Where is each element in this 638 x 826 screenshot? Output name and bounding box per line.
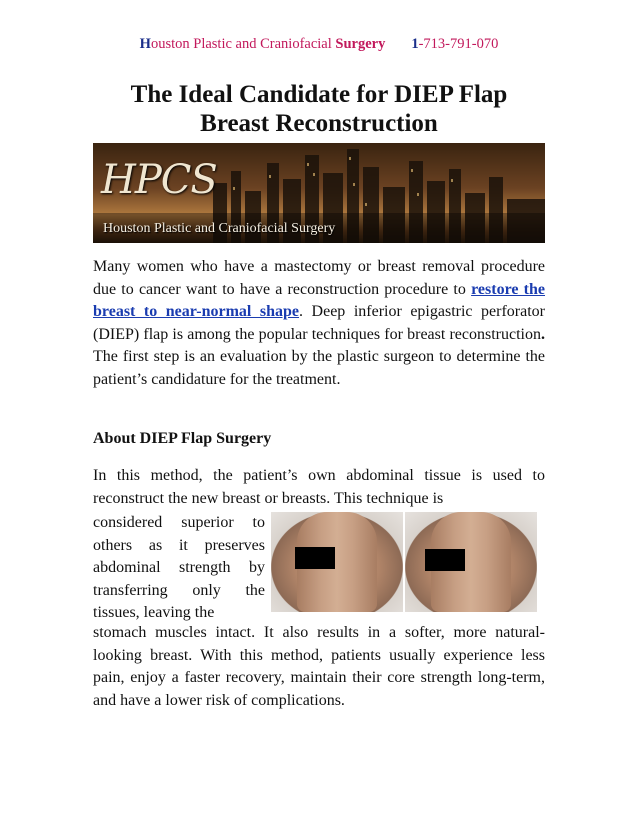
intro-text-3: The first step is an evaluation by the plastic surgeon to determine the patient’s candidature for the treatment. [93,348,545,388]
header-phone-first: 1 [411,36,419,52]
section-paragraph-1: In this method, the patient’s own abdominal tissue is used to reconstruct the new breast or breasts. This technique is [93,467,545,507]
header-org-name: ouston Plastic and Craniofacial [150,36,336,52]
intro-text-1: Many women who have a mastectomy or breast removal procedure due to cancer want to have a reconstruction procedure to [93,258,545,298]
before-photo [271,512,403,612]
page-header [0,36,638,53]
after-photo [405,512,537,612]
censor-bar [295,547,335,569]
restore-breast-link[interactable]: restore the breast to near-normal shape [93,280,546,321]
censor-bar [425,549,465,571]
page-title-line2: Breast Reconstruction [200,110,438,137]
page-title-line1: The Ideal Candidate for DIEP Flap [130,81,508,108]
section-paragraph-2: stomach muscles intact. It also results in a softer, more natural-looking breast. With this method, patients usually experience less pain, enjoy a faster recovery, maintain their core strength long-term, and have a lower risk of complications. [93,624,545,709]
section-heading: About DIEP Flap Surgery [93,430,272,447]
hpcs-logo: HPCS [101,157,217,203]
section-paragraph-wrap: considered superior to others as it preserves abdominal strength by transferring only the tissues, leaving the [93,514,265,622]
header-phone [411,36,498,52]
intro-text-2: . Deep inferior epigastric perforator (DIEP) flap is among the popular techniques for breast reconstruction [93,303,546,343]
intro-bold-period: . [541,325,545,343]
banner-caption: Houston Plastic and Craniofacial Surgery [103,221,336,236]
header-cap-letter: H [139,36,151,52]
page-title [60,80,578,138]
header-phone-rest: -713-791-070 [418,36,499,52]
intro-paragraph [93,256,545,392]
header-org-bold: Surgery [335,36,386,52]
banner-image [93,143,545,243]
